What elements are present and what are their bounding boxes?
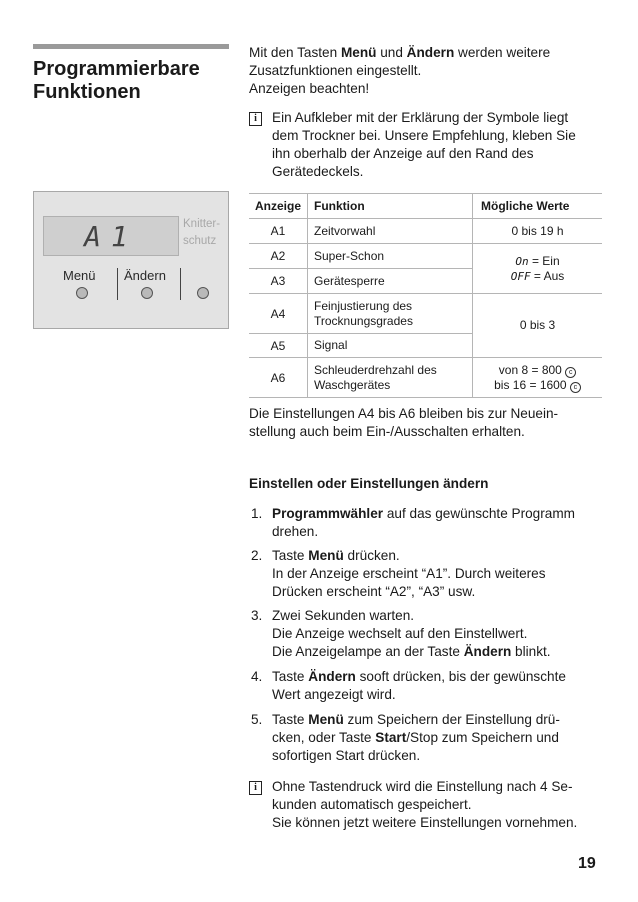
- aendern-label: Ändern: [124, 268, 166, 283]
- settings-persist-note: Die Einstellungen A4 bis A6 bleiben bis zur Neuein- stellung auch beim Ein-/Ausschalten erhalten.: [249, 406, 559, 439]
- info-icon: i: [249, 781, 262, 795]
- step-2: Taste Menü drücken. In der Anzeige erscheint “A1”. Durch weiteres Drücken erscheint “A2”, “A3” usw.: [272, 548, 546, 599]
- section-title: [33, 58, 233, 104]
- heading-rule: [33, 44, 229, 49]
- step-number: 4.: [251, 669, 263, 684]
- step-number: 3.: [251, 608, 263, 623]
- step-1: Programmwähler auf das gewünschte Programm drehen.: [272, 506, 575, 539]
- spin-icon: c: [565, 367, 576, 378]
- menu-label: Menü: [63, 268, 96, 283]
- step-3: Zwei Sekunden warten. Die Anzeige wechselt auf den Einstellwert. Die Anzeigelampe an der Taste Ändern blinkt.: [272, 608, 551, 659]
- step-4: Taste Ändern sooft drücken, bis der gewünschte Wert angezeigt wird.: [272, 669, 566, 702]
- section-title-line1: Programmierbare: [33, 58, 200, 80]
- section-title-line2: Funktionen: [33, 81, 141, 103]
- table-row: A3 Gerätesperre: [249, 269, 602, 294]
- menu-button[interactable]: [76, 287, 88, 299]
- step-number: 5.: [251, 712, 263, 727]
- table-row: A6 Schleuderdrehzahl des Waschgerätes von 8 = 800 c bis 16 = 1600 c: [249, 358, 602, 398]
- table-row: A1 Zeitvorwahl 0 bis 19 h: [249, 219, 602, 244]
- info-note-sticker: Ein Aufkleber mit der Erklärung der Symbole liegt dem Trockner bei. Unsere Empfehlung, kleben Sie ihn oberhalb der Anzeige auf den Rand des Gerätedeckels.: [272, 110, 576, 179]
- info-note-autosave: Ohne Tastendruck wird die Einstellung nach 4 Se- kunden automatisch gespeichert. Sie können jetzt weitere Einstellungen vornehmen.: [272, 779, 578, 830]
- table-header-row: Anzeige Funktion Mögliche Werte: [249, 194, 602, 219]
- panel-display-text: A1: [84, 220, 138, 253]
- knitterschutz-label: Knitter- schutz: [183, 218, 221, 247]
- page-number: 19: [578, 855, 596, 872]
- info-icon: i: [249, 112, 262, 126]
- step-number: 2.: [251, 548, 263, 563]
- intro-text: Mit den Tasten Menü und Ändern werden weitere Zusatzfunktionen eingestellt. Anzeigen beachten!: [249, 45, 551, 96]
- panel-separator: [180, 268, 181, 300]
- instructions-heading: Einstellen oder Einstellungen ändern: [249, 476, 489, 491]
- table-row: A2 Super-Schon On = Ein OFF = Aus: [249, 244, 602, 269]
- control-panel-illustration: [33, 191, 229, 329]
- panel-separator: [117, 268, 118, 300]
- table-row: A4 Feinjustierung des Trocknungsgrades 0 bis 3: [249, 294, 602, 334]
- spin-icon: c: [570, 382, 581, 393]
- step-5: Taste Menü zum Speichern der Einstellung drü- cken, oder Taste Start/Stop zum Speichern und sofortigen Start drücken.: [272, 712, 560, 763]
- knitterschutz-button[interactable]: [197, 287, 209, 299]
- table-row: A5 Signal: [249, 334, 602, 358]
- step-number: 1.: [251, 506, 263, 521]
- function-table: [249, 193, 602, 398]
- aendern-button[interactable]: [141, 287, 153, 299]
